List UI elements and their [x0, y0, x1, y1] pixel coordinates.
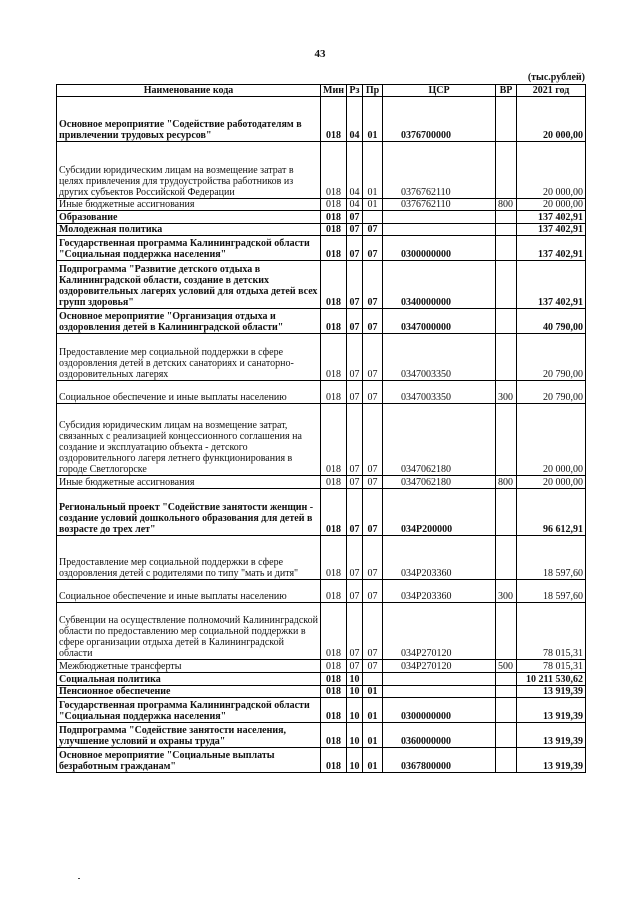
- cell-sum: 40 790,00: [517, 309, 586, 334]
- table-row: [57, 97, 586, 142]
- cell-vr: [496, 261, 517, 309]
- cell-sum: 20 790,00: [517, 334, 586, 381]
- cell-pr: [363, 211, 383, 224]
- cell-name: Субсидии юридическим лицам на возмещение затрат в целях привлечения для трудоустройства работников из других субъектов Российской Федерации: [57, 142, 321, 199]
- cell-rz: 10: [347, 723, 363, 748]
- cell-sum: 13 919,39: [517, 748, 586, 773]
- cell-vr: [496, 748, 517, 773]
- cell-min: 018: [321, 199, 347, 211]
- table-row: [57, 686, 586, 698]
- budget-table: [56, 84, 586, 773]
- table-row: [57, 334, 586, 381]
- cell-name: Социальное обеспечение и иные выплаты населению: [57, 580, 321, 603]
- cell-pr: 07: [363, 489, 383, 536]
- cell-name: Основное мероприятие "Организация отдыха и оздоровления детей в Калининградской области": [57, 309, 321, 334]
- cell-rz: 07: [347, 236, 363, 261]
- cell-sum: 13 919,39: [517, 686, 586, 698]
- cell-vr: [496, 236, 517, 261]
- table-row: [57, 476, 586, 489]
- cell-min: 018: [321, 698, 347, 723]
- cell-sum: 18 597,60: [517, 536, 586, 580]
- cell-pr: 07: [363, 236, 383, 261]
- cell-csr: 0367800000: [383, 748, 496, 773]
- cell-min: 018: [321, 309, 347, 334]
- cell-name: Региональный проект "Содействие занятости женщин - создание условий дошкольного образования для детей в возрасте до трех лет": [57, 489, 321, 536]
- cell-csr: [383, 686, 496, 698]
- cell-csr: 0347000000: [383, 309, 496, 334]
- cell-rz: 07: [347, 334, 363, 381]
- cell-sum: 96 612,91: [517, 489, 586, 536]
- cell-csr: 034P200000: [383, 489, 496, 536]
- cell-csr: 0300000000: [383, 698, 496, 723]
- table-row: [57, 698, 586, 723]
- cell-pr: 07: [363, 224, 383, 236]
- cell-pr: 07: [363, 536, 383, 580]
- cell-vr: [496, 224, 517, 236]
- cell-vr: 500: [496, 660, 517, 673]
- cell-vr: 300: [496, 580, 517, 603]
- cell-pr: 01: [363, 748, 383, 773]
- cell-sum: 10 211 530,62: [517, 673, 586, 686]
- cell-rz: 04: [347, 142, 363, 199]
- cell-pr: 01: [363, 723, 383, 748]
- cell-pr: 07: [363, 603, 383, 660]
- cell-min: 018: [321, 748, 347, 773]
- cell-pr: 07: [363, 381, 383, 404]
- cell-sum: 13 919,39: [517, 723, 586, 748]
- cell-min: 018: [321, 660, 347, 673]
- cell-vr: [496, 686, 517, 698]
- cell-csr: [383, 673, 496, 686]
- table-row: [57, 261, 586, 309]
- table-body: [57, 97, 586, 773]
- table-row: [57, 580, 586, 603]
- cell-name: Социальная политика: [57, 673, 321, 686]
- cell-rz: 07: [347, 536, 363, 580]
- cell-pr: 07: [363, 476, 383, 489]
- cell-sum: 20 000,00: [517, 142, 586, 199]
- cell-name: Молодежная политика: [57, 224, 321, 236]
- table-row: [57, 489, 586, 536]
- cell-name: Государственная программа Калининградской области "Социальная поддержка населения": [57, 236, 321, 261]
- cell-vr: [496, 142, 517, 199]
- table-row: [57, 199, 586, 211]
- header-name: Наименование кода: [57, 85, 321, 97]
- cell-rz: 04: [347, 97, 363, 142]
- cell-rz: 10: [347, 673, 363, 686]
- header-vr: ВР: [496, 85, 517, 97]
- cell-pr: 07: [363, 660, 383, 673]
- cell-rz: 07: [347, 489, 363, 536]
- page-number: 43: [314, 48, 326, 60]
- cell-csr: 034P270120: [383, 660, 496, 673]
- cell-vr: [496, 673, 517, 686]
- cell-min: 018: [321, 536, 347, 580]
- cell-vr: [496, 309, 517, 334]
- cell-vr: 800: [496, 199, 517, 211]
- cell-rz: 07: [347, 381, 363, 404]
- cell-rz: 07: [347, 224, 363, 236]
- cell-sum: 20 000,00: [517, 97, 586, 142]
- cell-vr: [496, 404, 517, 476]
- cell-min: 018: [321, 97, 347, 142]
- cell-pr: 01: [363, 97, 383, 142]
- cell-vr: [496, 698, 517, 723]
- cell-name: Субвенции на осуществление полномочий Калининградской области по предоставлению мер социальной поддержки в сфере организации отдыха детей в Калининградской области: [57, 603, 321, 660]
- cell-rz: 04: [347, 199, 363, 211]
- cell-name: Основное мероприятие "Содействие работодателям в привлечении трудовых ресурсов": [57, 97, 321, 142]
- scan-dot: [78, 878, 80, 879]
- table-row: [57, 723, 586, 748]
- cell-name: Предоставление мер социальной поддержки в сфере оздоровления детей с родителями по типу "мать и дитя": [57, 536, 321, 580]
- cell-csr: 0347062180: [383, 476, 496, 489]
- cell-csr: 0376700000: [383, 97, 496, 142]
- table-row: [57, 748, 586, 773]
- cell-vr: [496, 723, 517, 748]
- cell-sum: 13 919,39: [517, 698, 586, 723]
- cell-pr: [363, 673, 383, 686]
- cell-rz: 07: [347, 211, 363, 224]
- cell-rz: 07: [347, 603, 363, 660]
- cell-csr: 034P203360: [383, 580, 496, 603]
- cell-name: Субсидия юридическим лицам на возмещение затрат, связанных с реализацией концессионного соглашения на создание и эксплуатацию объекта - детского оздоровительного лагеря летнего функционирования в городе Светлогорске: [57, 404, 321, 476]
- table-row: [57, 142, 586, 199]
- cell-min: 018: [321, 381, 347, 404]
- cell-min: 018: [321, 489, 347, 536]
- cell-csr: 034P270120: [383, 603, 496, 660]
- cell-sum: 20 790,00: [517, 381, 586, 404]
- cell-csr: 034P203360: [383, 536, 496, 580]
- cell-sum: 20 000,00: [517, 476, 586, 489]
- cell-pr: 01: [363, 698, 383, 723]
- cell-pr: 07: [363, 309, 383, 334]
- header-rz: Рз: [347, 85, 363, 97]
- cell-csr: 0300000000: [383, 236, 496, 261]
- cell-csr: 0340000000: [383, 261, 496, 309]
- table-row: [57, 381, 586, 404]
- cell-rz: 07: [347, 404, 363, 476]
- table-row: [57, 603, 586, 660]
- cell-name: Межбюджетные трансферты: [57, 660, 321, 673]
- cell-name: Подпрограмма "Содействие занятости населения, улучшение условий и охраны труда": [57, 723, 321, 748]
- table-row: [57, 536, 586, 580]
- cell-csr: 0360000000: [383, 723, 496, 748]
- cell-min: 018: [321, 236, 347, 261]
- cell-sum: 20 000,00: [517, 404, 586, 476]
- cell-name: Пенсионное обеспечение: [57, 686, 321, 698]
- cell-csr: 0376762110: [383, 142, 496, 199]
- cell-min: 018: [321, 142, 347, 199]
- cell-rz: 07: [347, 261, 363, 309]
- unit-note: (тыс.рублей): [527, 72, 585, 83]
- cell-vr: [496, 97, 517, 142]
- cell-csr: 0347003350: [383, 381, 496, 404]
- cell-sum: 78 015,31: [517, 603, 586, 660]
- table-row: [57, 660, 586, 673]
- cell-name: Иные бюджетные ассигнования: [57, 199, 321, 211]
- table-row: [57, 224, 586, 236]
- cell-sum: 137 402,91: [517, 236, 586, 261]
- cell-min: 018: [321, 686, 347, 698]
- cell-pr: 01: [363, 199, 383, 211]
- cell-sum: 137 402,91: [517, 261, 586, 309]
- cell-pr: 01: [363, 142, 383, 199]
- cell-rz: 10: [347, 686, 363, 698]
- cell-min: 018: [321, 580, 347, 603]
- cell-pr: 07: [363, 404, 383, 476]
- cell-vr: [496, 334, 517, 381]
- cell-vr: [496, 489, 517, 536]
- cell-rz: 07: [347, 580, 363, 603]
- cell-csr: 0347062180: [383, 404, 496, 476]
- cell-min: 018: [321, 404, 347, 476]
- cell-rz: 07: [347, 309, 363, 334]
- cell-min: 018: [321, 261, 347, 309]
- table-row: [57, 404, 586, 476]
- cell-csr: 0376762110: [383, 199, 496, 211]
- cell-rz: 10: [347, 748, 363, 773]
- cell-rz: 07: [347, 660, 363, 673]
- cell-min: 018: [321, 224, 347, 236]
- table-row: [57, 211, 586, 224]
- cell-min: 018: [321, 334, 347, 381]
- header-csr: ЦСР: [383, 85, 496, 97]
- cell-name: Предоставление мер социальной поддержки в сфере оздоровления детей в детских санаториях и санаторно-оздоровительных лагерях: [57, 334, 321, 381]
- cell-vr: [496, 536, 517, 580]
- table-header-row: [57, 85, 586, 97]
- cell-pr: 07: [363, 261, 383, 309]
- cell-pr: 01: [363, 686, 383, 698]
- cell-csr: 0347003350: [383, 334, 496, 381]
- cell-min: 018: [321, 673, 347, 686]
- cell-min: 018: [321, 603, 347, 660]
- cell-sum: 137 402,91: [517, 211, 586, 224]
- table-row: [57, 673, 586, 686]
- cell-name: Подпрограмма "Развитие детского отдыха в Калининградской области, создание в детских оздоровительных лагерях условий для отдыха детей всех групп здоровья": [57, 261, 321, 309]
- cell-name: Социальное обеспечение и иные выплаты населению: [57, 381, 321, 404]
- table-row: [57, 309, 586, 334]
- cell-csr: [383, 211, 496, 224]
- cell-vr: [496, 603, 517, 660]
- cell-min: 018: [321, 211, 347, 224]
- cell-min: 018: [321, 723, 347, 748]
- cell-name: Иные бюджетные ассигнования: [57, 476, 321, 489]
- cell-vr: [496, 211, 517, 224]
- header-pr: Пр: [363, 85, 383, 97]
- cell-pr: 07: [363, 334, 383, 381]
- cell-sum: 137 402,91: [517, 224, 586, 236]
- cell-csr: [383, 224, 496, 236]
- cell-sum: 78 015,31: [517, 660, 586, 673]
- cell-vr: 800: [496, 476, 517, 489]
- cell-name: Государственная программа Калининградской области "Социальная поддержка населения": [57, 698, 321, 723]
- cell-name: Образование: [57, 211, 321, 224]
- cell-min: 018: [321, 476, 347, 489]
- cell-rz: 07: [347, 476, 363, 489]
- table-row: [57, 236, 586, 261]
- cell-sum: 18 597,60: [517, 580, 586, 603]
- header-min: Мин: [321, 85, 347, 97]
- cell-vr: 300: [496, 381, 517, 404]
- cell-name: Основное мероприятие "Социальные выплаты безработным гражданам": [57, 748, 321, 773]
- cell-pr: 07: [363, 580, 383, 603]
- header-sum: 2021 год: [517, 85, 586, 97]
- cell-sum: 20 000,00: [517, 199, 586, 211]
- cell-rz: 10: [347, 698, 363, 723]
